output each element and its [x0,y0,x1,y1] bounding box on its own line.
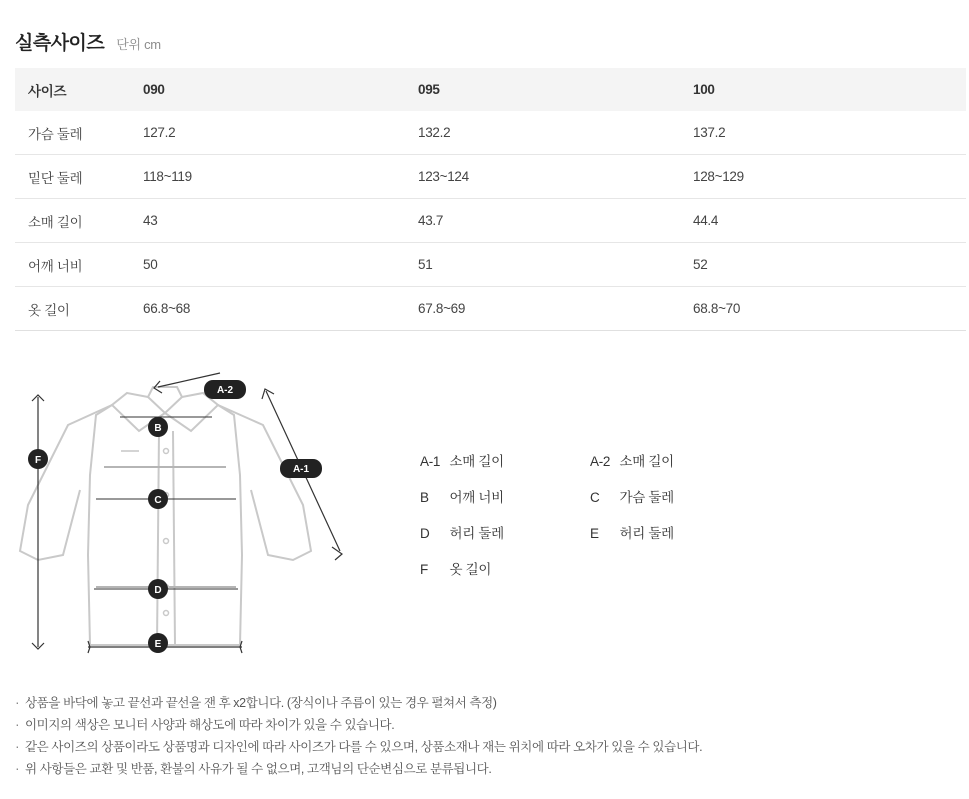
legend-code-a1: A-1 [420,454,441,469]
svg-text:A-1: A-1 [292,464,310,475]
diagram-legend [420,450,840,594]
legend-code-c: C [590,490,600,505]
legend-item-e [590,522,760,542]
legend-text-e: 허리 둘레 [619,526,674,541]
cell-shoulder-090: 50 [143,257,158,272]
page-title: 실측사이즈 [15,33,105,54]
cell-chest-095: 132.2 [418,125,451,140]
legend-code-f: F [420,562,428,577]
cell-shoulder-100: 52 [693,257,708,272]
page-header [15,28,161,55]
note-item: · 이미지의 색상은 모니터 사양과 해상도에 따라 차이가 있을 수 있습니다. [14,714,954,736]
row-label-sleeve: 소매 길이 [28,214,83,230]
legend-code-b: B [420,490,429,505]
column-header-095: 095 [418,82,440,97]
cell-length-095: 67.8~69 [418,301,466,316]
legend-item-b [420,486,590,506]
legend-text-c: 가슴 둘레 [619,490,674,505]
row-label-length: 옷 길이 [28,302,70,318]
cell-sleeve-095: 43.7 [418,213,444,228]
table-row [15,155,966,199]
legend-text-b: 어깨 너비 [449,490,504,505]
column-header-size: 사이즈 [28,83,67,99]
legend-text-a1: 소매 길이 [449,454,504,469]
cell-length-100: 68.8~70 [693,301,741,316]
legend-row [420,558,840,578]
row-label-shoulder: 어깨 너비 [28,258,83,274]
cell-chest-090: 127.2 [143,125,176,140]
svg-text:D: D [154,585,162,596]
table-row [15,199,966,243]
legend-code-d: D [420,526,430,541]
column-header-090: 090 [143,82,165,97]
table-row [15,287,966,331]
column-header-100: 100 [693,82,715,97]
svg-text:C: C [154,495,162,506]
legend-item-c [590,486,760,506]
svg-text:F: F [34,455,42,466]
shirt-illustration [8,355,408,675]
cell-hem-090: 118~119 [143,169,192,184]
cell-length-090: 66.8~68 [143,301,191,316]
size-table [15,68,966,331]
cell-sleeve-100: 44.4 [693,213,719,228]
cell-sleeve-090: 43 [143,213,158,228]
table-row [15,111,966,155]
row-label-hem: 밑단 둘레 [28,170,83,186]
legend-item-f [420,558,590,578]
legend-row [420,486,840,506]
table-header-row [15,68,966,111]
legend-code-a2: A-2 [590,454,611,469]
notes-list [14,692,954,780]
legend-item-d [420,522,590,542]
table-row [15,243,966,287]
unit-label: 단위 cm [116,37,161,52]
legend-row [420,522,840,542]
svg-text:E: E [154,639,162,650]
legend-item-a1 [420,450,590,470]
legend-row [420,450,840,470]
cell-chest-100: 137.2 [693,125,726,140]
note-item: · 위 사항들은 교환 및 반품, 환불의 사유가 될 수 없으며, 고객님의 단순변심으로 분류됩니다. [14,758,954,780]
legend-text-a2: 소매 길이 [619,454,674,469]
size-table-head [15,68,966,111]
size-table-body [15,111,966,331]
cell-hem-100: 128~129 [693,169,744,184]
cell-hem-095: 123~124 [418,169,469,184]
legend-text-d: 허리 둘레 [449,526,504,541]
svg-text:A-2: A-2 [216,385,234,396]
row-label-chest: 가슴 둘레 [28,126,83,142]
cell-shoulder-095: 51 [418,257,433,272]
legend-text-f: 옷 길이 [449,562,492,577]
svg-text:B: B [154,423,162,434]
measurement-diagram [0,355,969,675]
note-item: · 같은 사이즈의 상품이라도 상품명과 디자인에 따라 사이즈가 다를 수 있으며, 상품소재나 재는 위치에 따라 오차가 있을 수 있습니다. [14,736,954,758]
legend-item-a2 [590,450,760,470]
legend-code-e: E [590,526,599,541]
note-item: · 상품을 바닥에 놓고 끝선과 끝선을 잰 후 x2합니다. (장식이나 주름이 있는 경우 펼쳐서 측정) [14,692,954,714]
